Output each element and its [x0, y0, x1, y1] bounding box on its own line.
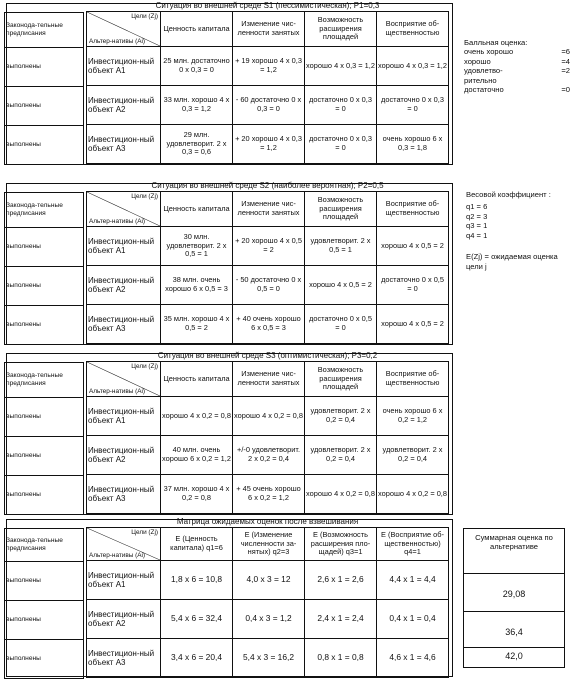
score-legend-label: очень хорошо [464, 47, 514, 57]
matrix-table [86, 516, 449, 678]
weight-legend-title: Весовой коэффициент : [466, 190, 551, 199]
matrix-header: E (Ценность капитала) q1=6 [161, 528, 233, 561]
matrix-cell: 0,8 x 1 = 0,8 [305, 639, 377, 678]
law-column [4, 362, 84, 515]
score-legend-item [464, 85, 570, 94]
goal-label: Цели (Zj) [131, 363, 158, 370]
sum-box [463, 528, 565, 668]
score-cell: - 60 достаточно 0 x 0,3 = 0 [233, 86, 305, 125]
weight-item: q3 = 1 [466, 221, 488, 231]
matrix-cell: 2,4 x 1 = 2,4 [305, 600, 377, 639]
score-cell: хорошо 4 x 0,2 = 0,8 [305, 475, 377, 514]
object-label: Инвестицион-ный объект A1 [87, 397, 161, 436]
score-cell: +/-0 удовлетворит. 2 x 0,2 = 0,4 [233, 436, 305, 475]
score-cell: хорошо 4 x 0,5 = 2 [305, 266, 377, 305]
score-cell: 25 млн. достаточно 0 x 0,3 = 0 [161, 47, 233, 86]
criterion-header: Возможность расширения площадей [305, 192, 377, 227]
law-header: Законода-тельные предписания [5, 193, 84, 228]
law-status: выполнены [5, 48, 84, 87]
score-legend-label: достаточно [464, 85, 504, 95]
law-status: выполнены [5, 267, 84, 306]
score-cell: удовлетворит. 2 x 0,5 = 1 [305, 227, 377, 266]
criterion-header: Восприятие об-щественностью [377, 12, 449, 47]
goal-alt-header [87, 528, 161, 561]
matrix-cell: 4,4 x 1 = 4,4 [377, 561, 449, 600]
score-cell: хорошо 4 x 0,3 = 1,2 [377, 47, 449, 86]
weight-note: E(Zj) = ожидаемая оценка цели j [466, 252, 558, 271]
score-legend-value: =4 [561, 56, 570, 66]
divider [464, 647, 564, 648]
law-header: Законода-тельные предписания [5, 13, 84, 48]
alt-label: Альтер-нативы (Ai) [89, 387, 146, 395]
object-label: Инвестицион-ный объект A2 [87, 266, 161, 305]
score-legend [464, 38, 570, 95]
score-cell: 37 млн. хорошо 4 x 0,2 = 0,8 [161, 475, 233, 514]
score-cell: 40 млн. очень хорошо 6 x 0,2 = 1,2 [161, 436, 233, 475]
weight-item: q2 = 3 [466, 211, 488, 221]
object-label: Инвестицион-ный объект A3 [87, 639, 161, 678]
score-cell: хорошо 4 x 0,5 = 2 [377, 227, 449, 266]
score-cell: удовлетворит. 2 x 0,2 = 0,4 [377, 436, 449, 475]
law-status: выполнены [5, 601, 84, 640]
score-legend-item [464, 66, 570, 85]
criterion-header: Ценность капитала [161, 12, 233, 47]
matrix-header: E (Восприятие об-щественностью) q4=1 [377, 528, 449, 561]
score-legend-label: хорошо [464, 56, 491, 66]
law-status: выполнены [5, 126, 84, 165]
matrix-cell: 5,4 x 6 = 32,4 [161, 600, 233, 639]
law-status: выполнены [5, 437, 84, 476]
law-status: выполнены [5, 228, 84, 267]
criterion-header: Восприятие об-щественностью [377, 192, 449, 227]
score-cell: 30 млн. удовлетворит. 2 x 0,5 = 1 [161, 227, 233, 266]
law-status: выполнены [5, 562, 84, 601]
score-cell: + 40 очень хорошо 6 x 0,5 = 3 [233, 305, 305, 344]
object-label: Инвестицион-ный объект A1 [87, 561, 161, 600]
matrix-title: Матрица ожидаемых оценок после взвешивания [87, 516, 449, 528]
criterion-header: Ценность капитала [161, 192, 233, 227]
goal-label: Цели (Zj) [131, 193, 158, 200]
score-cell: достаточно 0 x 0,3 = 0 [377, 86, 449, 125]
law-status: выполнены [5, 306, 84, 345]
score-cell: + 19 хорошо 4 x 0,3 = 1,2 [233, 47, 305, 86]
object-label: Инвестицион-ный объект A3 [87, 125, 161, 164]
score-legend-value: =2 [561, 66, 570, 76]
scenario-table-2 [86, 180, 449, 344]
score-legend-item [464, 57, 570, 66]
score-cell: 33 млн. хорошо 4 x 0,3 = 1,2 [161, 86, 233, 125]
goal-label: Цели (Zj) [131, 529, 158, 536]
score-cell: + 20 хорошо 4 x 0,5 = 2 [233, 227, 305, 266]
divider [464, 611, 564, 612]
law-status: выполнены [5, 476, 84, 515]
matrix-cell: 0,4 x 3 = 1,2 [233, 600, 305, 639]
scenario-title: Ситуация во внешней среде S2 (наиболее вероятная); P2=0,5 [87, 180, 449, 192]
score-legend-value: =6 [561, 47, 570, 57]
weight-legend [466, 190, 570, 271]
matrix-cell: 0,4 x 1 = 0,4 [377, 600, 449, 639]
object-label: Инвестицион-ный объект A1 [87, 47, 161, 86]
object-label: Инвестицион-ный объект A1 [87, 227, 161, 266]
matrix-header: E (Возможность расширения пло-щадей) q3=1 [305, 528, 377, 561]
score-cell: достаточно 0 x 0,3 = 0 [305, 86, 377, 125]
scenario-table-3 [86, 350, 449, 514]
score-cell: - 50 достаточно 0 x 0,5 = 0 [233, 266, 305, 305]
score-cell: + 20 хорошо 4 x 0,3 = 1,2 [233, 125, 305, 164]
alt-label: Альтер-нативы (Ai) [89, 217, 146, 225]
law-status: выполнены [5, 398, 84, 437]
matrix-cell: 5,4 x 3 = 16,2 [233, 639, 305, 678]
matrix-cell: 4,0 x 3 = 12 [233, 561, 305, 600]
score-cell: хорошо 4 x 0,2 = 0,8 [377, 475, 449, 514]
law-column [4, 12, 84, 165]
matrix-cell: 4,6 x 1 = 4,6 [377, 639, 449, 678]
criterion-header: Изменение чис-ленности занятых [233, 12, 305, 47]
score-cell: хорошо 4 x 0,2 = 0,8 [161, 397, 233, 436]
criterion-header: Возможность расширения площадей [305, 12, 377, 47]
criterion-header: Изменение чис-ленности занятых [233, 362, 305, 397]
law-column [4, 192, 84, 345]
criterion-header: Ценность капитала [161, 362, 233, 397]
scenario-title: Ситуация во внешней среде S1 (пессимистическая); P1=0,3 [87, 0, 449, 12]
weight-item: q1 = 6 [466, 202, 488, 212]
law-header: Законода-тельные предписания [5, 529, 84, 562]
object-label: Инвестицион-ный объект A2 [87, 436, 161, 475]
law-column [4, 528, 84, 679]
scenario-table-1 [86, 0, 449, 164]
goal-alt-header [87, 12, 161, 47]
score-cell: хорошо 4 x 0,5 = 2 [377, 305, 449, 344]
law-status: выполнены [5, 640, 84, 679]
score-cell: очень хорошо 6 x 0,3 = 1,8 [377, 125, 449, 164]
score-cell: удовлетворит. 2 x 0,2 = 0,4 [305, 436, 377, 475]
goal-alt-header [87, 362, 161, 397]
score-cell: очень хорошо 6 x 0,2 = 1,2 [377, 397, 449, 436]
weight-item: q4 = 1 [466, 230, 488, 240]
goal-label: Цели (Zj) [131, 13, 158, 20]
score-legend-title: Балльная оценка: [464, 38, 528, 47]
object-label: Инвестицион-ный объект A3 [87, 475, 161, 514]
score-cell: хорошо 4 x 0,2 = 0,8 [233, 397, 305, 436]
sum-value: 29,08 [502, 589, 526, 599]
sum-header: Суммарная оценка по альтернативе [475, 533, 553, 552]
criterion-header: Восприятие об-щественностью [377, 362, 449, 397]
score-cell: хорошо 4 x 0,3 = 1,2 [305, 47, 377, 86]
sum-value: 42,0 [505, 651, 523, 661]
alt-label: Альтер-нативы (Ai) [89, 37, 146, 45]
matrix-cell: 2,6 x 1 = 2,6 [305, 561, 377, 600]
score-cell: 29 млн. удовлетворит. 2 x 0,3 = 0,6 [161, 125, 233, 164]
divider [464, 573, 564, 574]
score-cell: удовлетворит. 2 x 0,2 = 0,4 [305, 397, 377, 436]
law-status: выполнены [5, 87, 84, 126]
score-cell: достаточно 0 x 0,3 = 0 [305, 125, 377, 164]
score-legend-value: =0 [561, 85, 570, 95]
law-header: Законода-тельные предписания [5, 363, 84, 398]
alt-label: Альтер-нативы (Ai) [89, 551, 146, 559]
matrix-cell: 3,4 x 6 = 20,4 [161, 639, 233, 678]
score-cell: достаточно 0 x 0,5 = 0 [377, 266, 449, 305]
object-label: Инвестицион-ный объект A3 [87, 305, 161, 344]
goal-alt-header [87, 192, 161, 227]
criterion-header: Возможность расширения площадей [305, 362, 377, 397]
score-cell: 35 млн. хорошо 4 x 0,5 = 2 [161, 305, 233, 344]
score-cell: 38 млн. очень хорошо 6 x 0,5 = 3 [161, 266, 233, 305]
object-label: Инвестицион-ный объект A2 [87, 600, 161, 639]
sum-value: 36,4 [505, 627, 523, 637]
score-cell: достаточно 0 x 0,5 = 0 [305, 305, 377, 344]
scenario-title: Ситуация во внешней среде S3 (оптимистическая); P3=0,2 [87, 350, 449, 362]
score-legend-label: удовлетво-рительно [464, 66, 503, 85]
score-legend-item [464, 47, 570, 56]
matrix-header: E (Изменение численности за-нятых) q2=3 [233, 528, 305, 561]
matrix-cell: 1,8 x 6 = 10,8 [161, 561, 233, 600]
score-cell: + 45 очень хорошо 6 x 0,2 = 1,2 [233, 475, 305, 514]
object-label: Инвестицион-ный объект A2 [87, 86, 161, 125]
criterion-header: Изменение чис-ленности занятых [233, 192, 305, 227]
